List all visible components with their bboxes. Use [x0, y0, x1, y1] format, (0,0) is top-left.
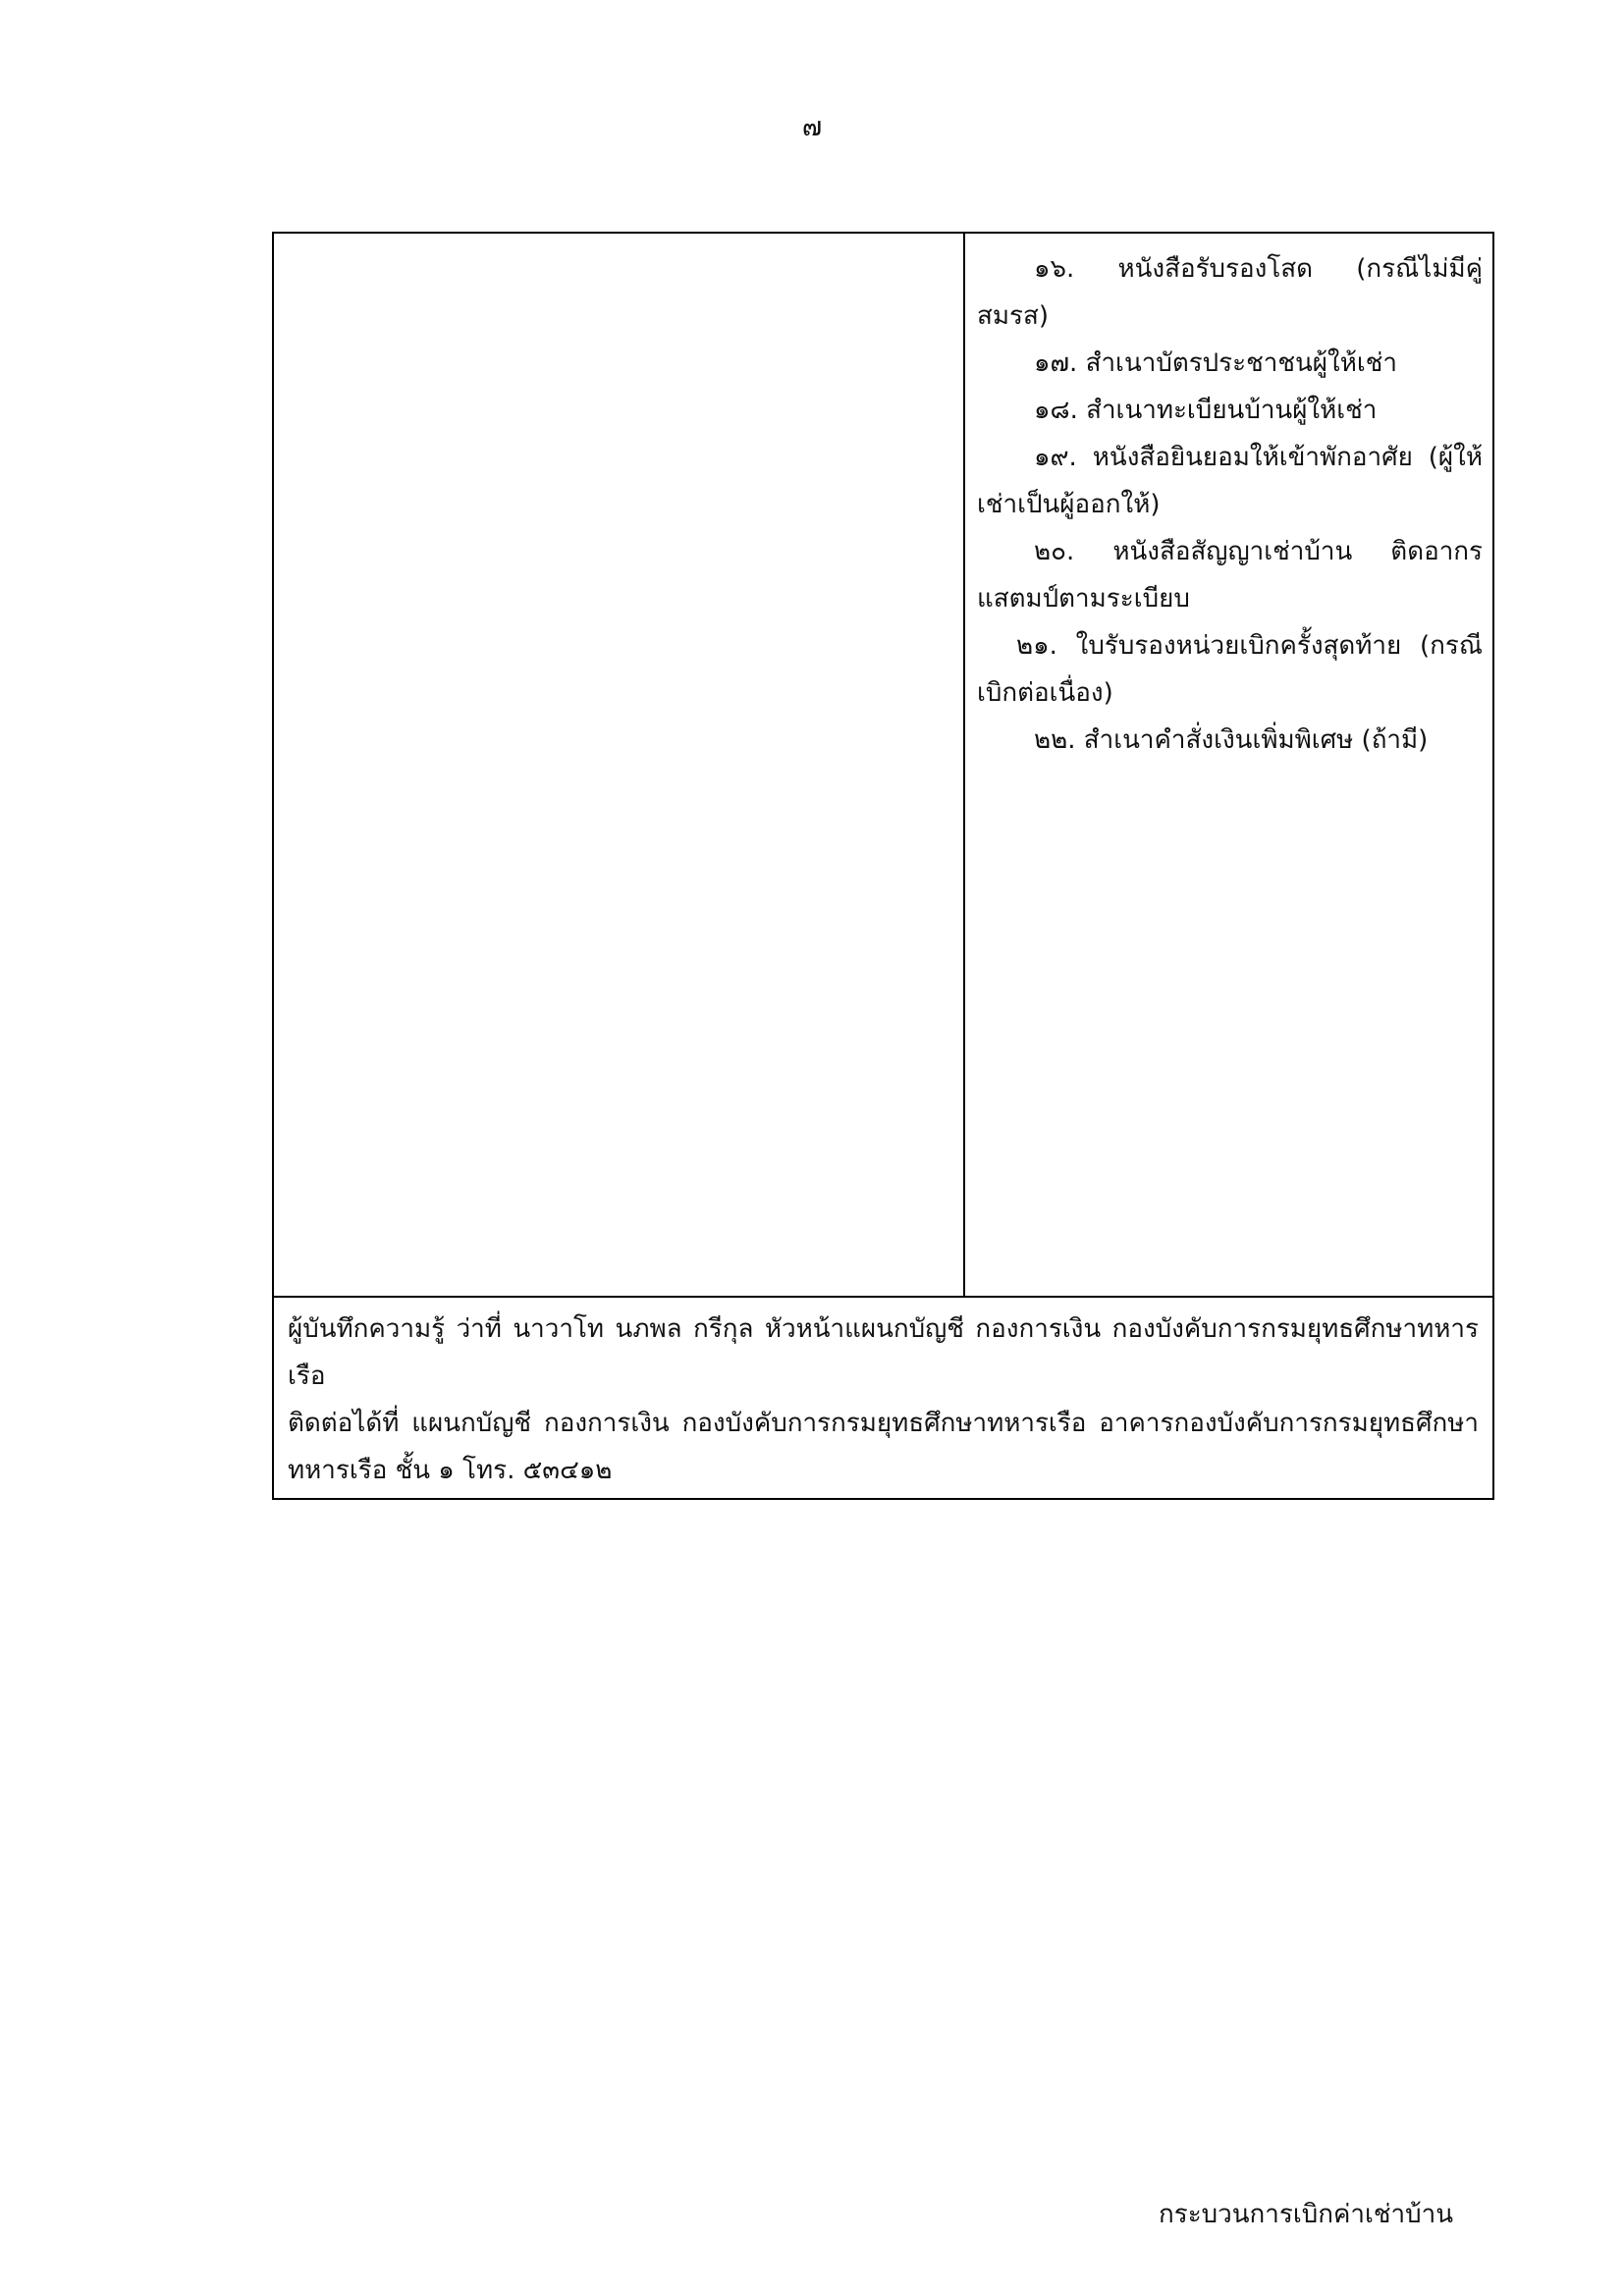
footer-title: กระบวนการเบิกค่าเช่าบ้าน — [1159, 2200, 1453, 2229]
table-upper-row — [274, 234, 1492, 1298]
list-item: ๑๖. หนังสือรับรองโสด (กรณีไม่มีคู่สมรส) — [977, 254, 1483, 331]
list-item: ๒๒. สำเนาคำสั่งเงินเพิ่มพิเศษ (ถ้ามี) — [1034, 725, 1429, 755]
list-item: ๑๙. หนังสือยินยอมให้เข้าพักอาศัย (ผู้ให้เช่าเป็นผู้ออกให้) — [977, 443, 1483, 519]
required-documents-list — [977, 245, 1483, 764]
table-right-cell — [965, 234, 1492, 1296]
table-note-row — [274, 1298, 1492, 1498]
contact-note: ติดต่อได้ที่ แผนกบัญชี กองการเงิน กองบังคับการกรมยุทธศึกษาทหารเรือ อาคารกองบังคับการกรมยุทธศึกษาทหารเรือ ชั้น ๑ โทร. ๕๓๔๑๒ — [288, 1409, 1479, 1485]
page-number: ๗ — [801, 112, 823, 142]
document-table — [272, 232, 1494, 1500]
list-item: ๑๗. สำเนาบัตรประชาชนผู้ให้เช่า — [1034, 348, 1397, 378]
list-item: ๒๑. ใบรับรองหน่วยเบิกครั้งสุดท้าย (กรณีเบิกต่อเนื่อง) — [977, 631, 1483, 708]
list-item: ๑๘. สำเนาทะเบียนบ้านผู้ให้เช่า — [1034, 396, 1378, 425]
list-item: ๒๐. หนังสือสัญญาเช่าบ้าน ติดอากรแสตมป์ตามระเบียบ — [977, 537, 1483, 614]
table-left-cell-empty — [274, 234, 965, 1296]
recorder-note: ผู้บันทึกความรู้ ว่าที่ นาวาโท นภพล กรีกุล หัวหน้าแผนกบัญชี กองการเงิน กองบังคับการกรมยุทธศึกษาทหารเรือ — [288, 1314, 1479, 1391]
